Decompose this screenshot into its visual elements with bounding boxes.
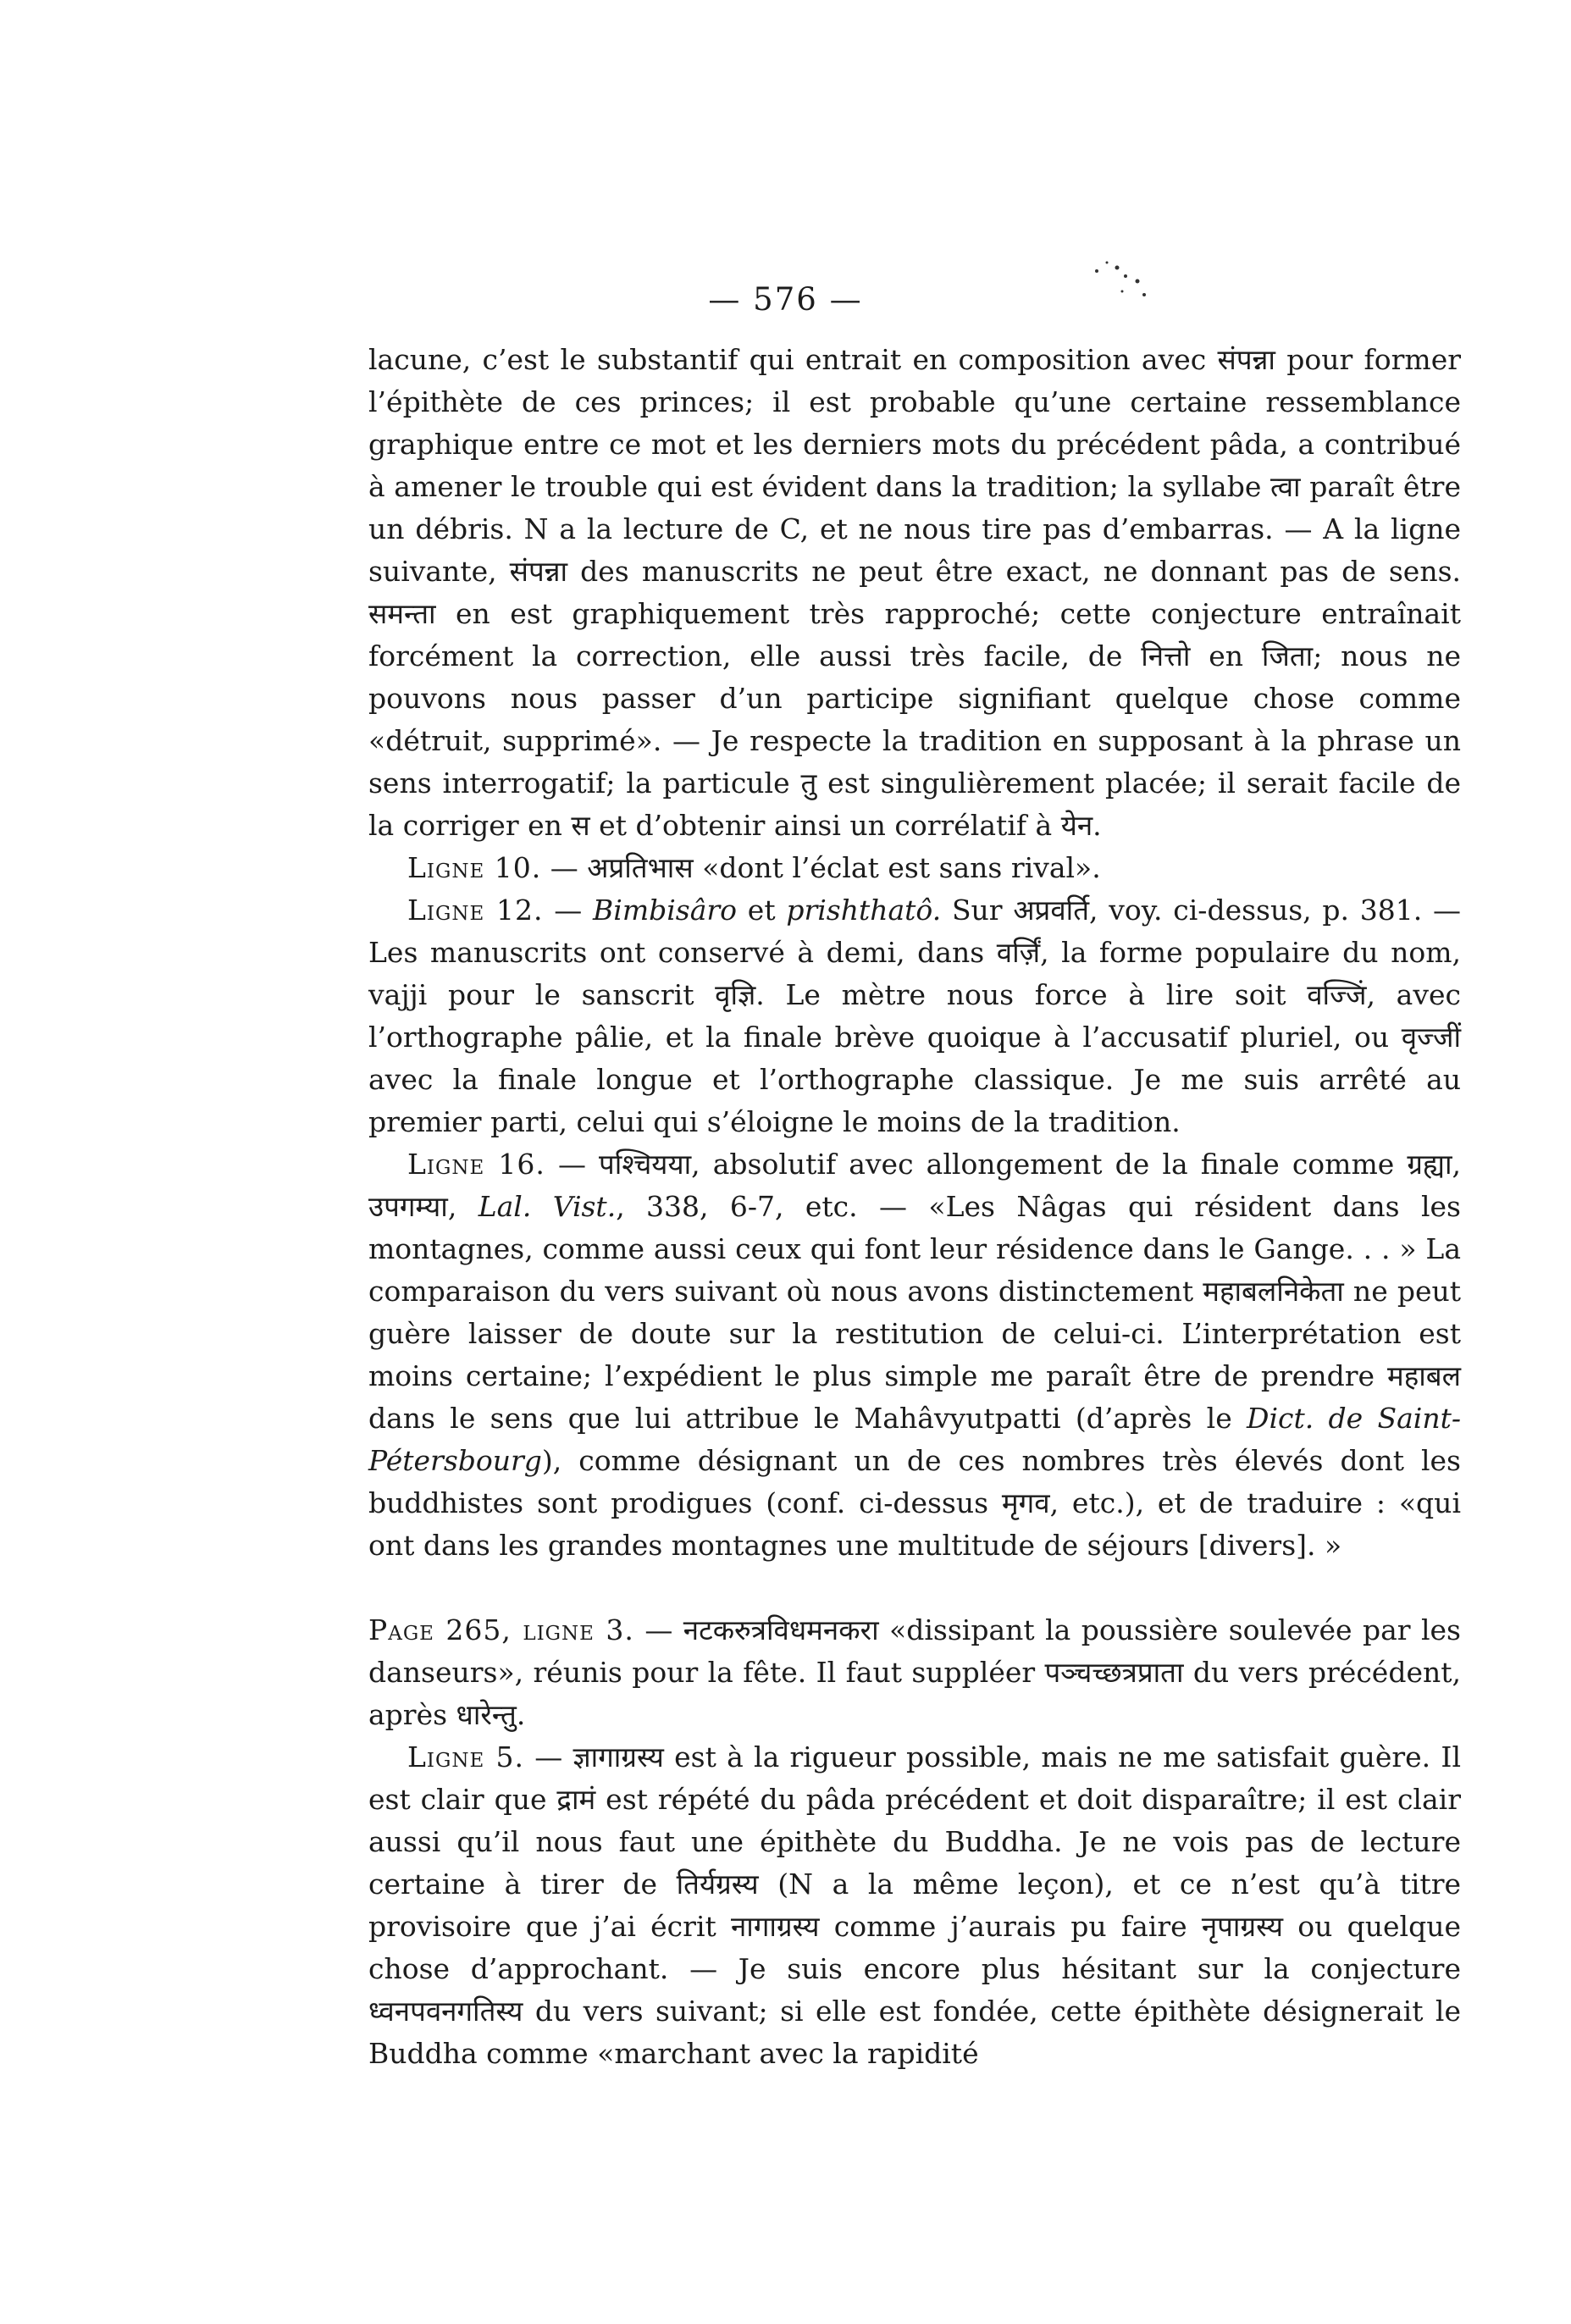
paragraph-text: — ज्ञागाग्रस्य est à la rigueur possible, mais ne me satisfait guère. Il est clair que द्रामं est répété du pâda précédent et doit disparaître; il est clair aussi qu’il nous faut une épithète du Buddha. Je ne vois pas de lecture certaine à tirer de तिर्यग्रस्य (N a la même leçon), et ce n’est qu’à titre provisoire que j’ai écrit नागाग्रस्य comme j’aurais pu faire नृपाग्रस्य ou quelque chose d’approchant. — Je suis encore plus hésitant sur la conjecture ध्वनपवनगतिस्य du vers suivant; si elle est fondée, cette épithète désignerait le Buddha comme «marchant avec la rapidité — [368, 1740, 1461, 2070]
paragraph-5 — [368, 1609, 1461, 1736]
italic-term: Bimbisâro — [593, 894, 738, 927]
ink-specks — [1088, 254, 1156, 305]
paragraph-text: et — [737, 894, 787, 927]
italic-term: prishthatô. — [786, 894, 942, 927]
line-label: Ligne 10. — [407, 851, 542, 884]
paragraph-2 — [368, 847, 1461, 889]
line-label: Ligne 5. — [407, 1740, 525, 1773]
body-text — [368, 339, 1461, 2075]
line-label: Ligne 16. — [407, 1148, 545, 1181]
paragraph-4 — [368, 1143, 1461, 1567]
paragraph-text: Sur अप्रवर्ति, voy. ci-dessus, p. 381. — Les manuscrits ont conservé à demi, dans वर्ज़िं, la forme populaire du nom, vajji pour le sanscrit वृज्ञि. Le mètre nous force à lire soit वज्जिं, avec l’orthographe pâlie, et la finale brève quoique à l’accusatif pluriel, ou वृज्जीं avec la finale longue et l’orthographe classique. Je me suis arrêté au premier parti, celui qui s’éloigne le moins de la tradition. — [368, 894, 1461, 1138]
section-gap — [368, 1567, 1461, 1609]
paragraph-text: lacune, c’est le substantif qui entrait en composition avec संपन्ना pour former l’épithète de ces princes; il est probable qu’une certaine ressemblance graphique entre ce mot et les derniers mots du précédent pâda, a contribué à amener le trouble qui est évident dans la tradition; la syllabe त्वा paraît être un débris. N a la lecture de C, et ne nous tire pas d’embarras. — A la ligne suivante, संपन्ना des manuscrits ne peut être exact, ne donnant pas de sens. समन्ता en est graphiquement très rapproché; cette conjecture entraînait forcément la correction, elle aussi très facile, de नित्तो en जिता; nous ne pouvons nous passer d’un participe signifiant quelque chose comme «détruit, supprimé». — Je respecte la tradition en supposant à la phrase un sens interrogatif; la particule तु est singulièrement placée; il serait facile de la corriger en स et d’obtenir ainsi un corrélatif à येन. — [368, 343, 1461, 842]
paragraph-6 — [368, 1736, 1461, 2075]
paragraph-text: — अप्रतिभास «dont l’éclat est sans rival». — [541, 851, 1101, 884]
paragraph-3 — [368, 889, 1461, 1143]
page-line-label: Page 265, ligne 3. — [368, 1613, 634, 1646]
paragraph-text: — पश्चियया, absolutif avec allongement de la finale comme ग्रह्या, उपगम्या, — [368, 1148, 1461, 1223]
page-number: — 576 — — [708, 281, 863, 318]
paragraph-text: — — [543, 894, 594, 927]
italic-reference: Lal. Vist. — [478, 1190, 617, 1223]
line-label: Ligne 12. — [407, 894, 544, 927]
paragraph-text: , 338, 6-7, etc. — «Les Nâgas qui résident dans les montagnes, comme aussi ceux qui font leur résidence dans le Gange. . . » La comparaison du vers suivant où nous avons distinctement महाबलनिकेता ne peut guère laisser de doute sur la restitution de celui-ci. L’interprétation est moins certaine; l’expédient le plus simple me paraît être de prendre महाबल dans le sens que lui attribue le Mahâvyutpatti (d’après le — [368, 1190, 1461, 1435]
paragraph-1 — [368, 339, 1461, 847]
italic-reference: Dict. de Saint-Pétersbourg — [368, 1402, 1461, 1477]
paragraph-text: ), comme désignant un de ces nombres très élevés dont les buddhistes sont prodigues (conf. ci-dessus मृगव, etc.), et de traduire : «qui ont dans les grandes montagnes une multitude de séjours [divers]. » — [368, 1444, 1461, 1562]
paragraph-text: — नटकरुत्रविधमनकरा «dissipant la poussière soulevée par les danseurs», réunis pour la fête. Il faut suppléer पञ्चच्छत्रप्राता du vers précédent, après धारेन्तु. — [368, 1613, 1461, 1731]
